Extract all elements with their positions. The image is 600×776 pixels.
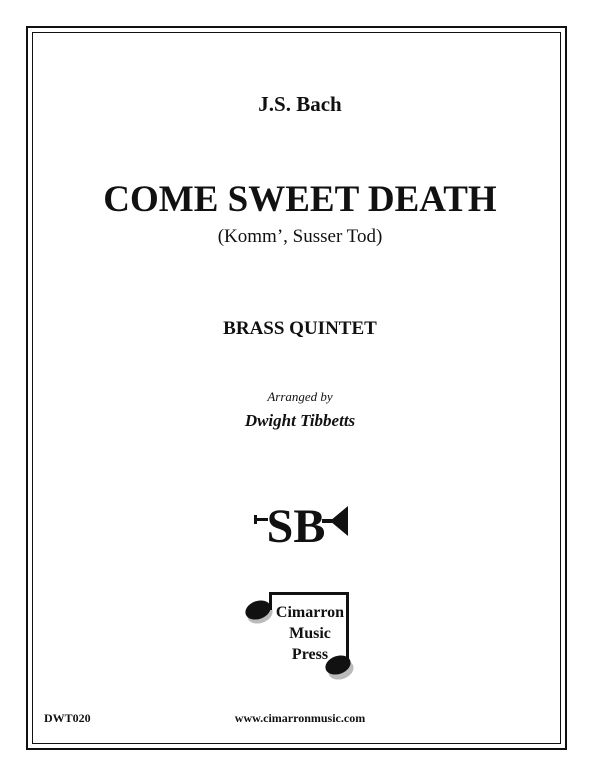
composer-name: J.S. Bach: [258, 92, 342, 116]
piece-subtitle: (Komm’, Susser Tod): [217, 226, 383, 247]
sb-publisher-logo: [252, 494, 352, 550]
ensemble-label: BRASS QUINTET: [223, 318, 377, 339]
publisher-name-line3: Press: [291, 646, 329, 663]
publisher-name-line1: Cimarron: [275, 604, 345, 621]
arranged-by-label: Arranged by: [267, 389, 333, 404]
catalog-number: DWT020: [44, 711, 91, 725]
piece-title: COME SWEET DEATH: [103, 179, 497, 220]
cimarron-music-press-logo: [238, 588, 358, 686]
publisher-name-line2: Music: [289, 625, 331, 642]
publisher-website: www.cimarronmusic.com: [234, 711, 366, 725]
arranger-name: Dwight Tibbetts: [244, 411, 356, 430]
sb-logo-letters: SB: [266, 500, 326, 550]
